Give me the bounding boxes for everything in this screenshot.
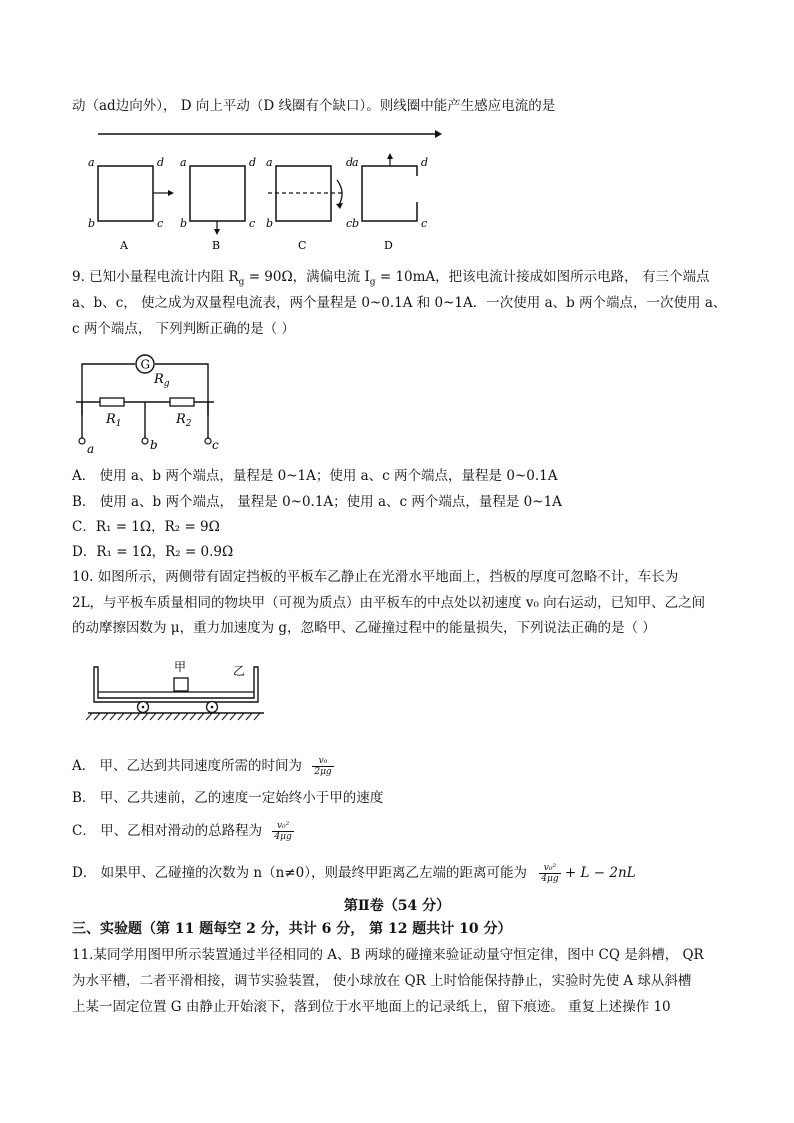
q10-cart-figure — [86, 656, 266, 722]
panel-label-c: C — [298, 239, 307, 252]
svg-text:d: d — [421, 156, 429, 169]
svg-text:a: a — [352, 156, 359, 169]
svg-text:b: b — [352, 217, 360, 230]
q8-intro: 动（ad边向外）， D 向上平动（D 线圈有个缺口）。则线圈中能产生感应电流的是 — [72, 98, 556, 114]
q9-line1: 9. 已知小量程电流计内阻 $R_g = 90\Omega$，满偏电流 $I_g = 10mA$，把该电流计接成如图所示电路， 有三个端点 — [72, 269, 710, 288]
q9-option-c: C．R₁ = 1Ω，R₂ = 9Ω — [72, 519, 220, 535]
q11-line1: 11.某同学用图甲所示装置通过半径相同的 A、B 两球的碰撞来验证动量守恒定律，图中 CQ 是斜槽， QR — [72, 947, 704, 963]
svg-text:c: c — [421, 217, 428, 230]
q11-line3: 上某一固定位置 G 由静止开始滚下，落到位于水平地面上的记录纸上，留下痕迹。 重复上述操作 10 — [72, 999, 671, 1015]
q10-option-c: C． 甲、乙相对滑动的总路程为 $\frac{\text{v₀²}}{4\mu g}$ — [72, 821, 292, 842]
svg-text:b: b — [180, 217, 188, 230]
panel-label-b: B — [212, 239, 221, 252]
svg-text:a: a — [180, 156, 187, 169]
resistor-r2 — [170, 398, 194, 406]
q9-line2: a、b、c， 使之成为双量程电流表，两个量程是 0~0.1A 和 0~1A．一次使用 a、b 两个端点，一次使用 a、 — [72, 295, 727, 311]
svg-text:G: G — [140, 357, 151, 372]
coil-a-corner-a: a — [88, 156, 95, 169]
q8-figure — [80, 126, 450, 254]
q10-option-b: B． 甲、乙共速前，乙的速度一定始终小于甲的速度 — [72, 790, 384, 806]
label-jia: 甲 — [174, 660, 187, 674]
q9-option-b: B． 使用 a、b 两个端点， 量程是 0~0.1A；使用 a、c 两个端点，量程是 0~1A — [72, 494, 562, 510]
panel-label-d: D — [384, 239, 393, 252]
fraction-a: $\frac{\text{v₀}}{2\mu g}$ — [314, 756, 332, 777]
q10-option-a: A． 甲、乙达到共同速度所需的时间为 $\frac{\text{v₀}}{2\mu g}$ — [72, 756, 332, 777]
fraction-d: $\frac{\text{v₀²}}{4\mu g}$ — [541, 863, 559, 884]
coil-a-corner-b: b — [88, 217, 96, 230]
resistor-r1 — [100, 398, 124, 406]
q9-option-d: D．R₁ = 1Ω，R₂ = 0.9Ω — [72, 544, 234, 560]
svg-text:d: d — [249, 156, 257, 169]
terminal-b: b — [150, 438, 158, 452]
svg-text:c: c — [249, 217, 256, 230]
q11-line2: 为水平槽，二者平滑相接，调节实验装置， 使小球放在 QR 上时恰能保持静止，实验时先使 A 球从斜槽 — [72, 973, 692, 989]
svg-text:a: a — [266, 156, 273, 169]
svg-text:b: b — [266, 217, 274, 230]
svg-text:c: c — [346, 217, 353, 230]
q10-line2: 2L，与平板车质量相同的物块甲（可视为质点）由平板车的中点处以初速度 v₀ 向右运动，已知甲、乙之间 — [72, 595, 706, 611]
q9-option-a: A． 使用 a、b 两个端点，量程是 0~1A；使用 a、c 两个端点，量程是 0~0.1A — [72, 468, 558, 484]
coil-d — [362, 166, 417, 221]
q10-option-d: D． 如果甲、乙碰撞的次数为 n（n≠0），则最终甲距离乙左端的距离可能为 $\frac{\text{v₀²}}{4\mu g}$ + L − 2nL — [72, 863, 636, 884]
q9-circuit — [72, 352, 232, 456]
svg-text:R1: $R_1$ — [106, 412, 122, 429]
svg-text:R2: $R_2$ — [176, 412, 192, 429]
coil-b — [190, 166, 245, 221]
coil-a-corner-d: d — [157, 156, 165, 169]
section-heading: 三、实验题（第 11 题每空 2 分，共计 6 分， 第 12 题共计 10 分） — [72, 921, 512, 937]
svg-text:Rg: $R_g$ — [154, 372, 170, 389]
coil-a — [98, 166, 153, 221]
fraction-c: $\frac{\text{v₀²}}{4\mu g}$ — [274, 821, 292, 842]
coil-a-corner-c: c — [157, 217, 164, 230]
block-jia — [174, 678, 188, 691]
q9-line3: c 两个端点， 下列判断正确的是（ ） — [72, 321, 295, 337]
svg-text:d: d — [346, 156, 354, 169]
terminal-c: c — [212, 438, 219, 452]
section-title: 第Ⅱ卷（54 分） — [343, 898, 451, 914]
panel-label-a: A — [120, 239, 128, 252]
label-yi: 乙 — [233, 664, 246, 678]
terminal-a: a — [87, 442, 95, 456]
q10-line1: 10. 如图所示，两侧带有固定挡板的平板车乙静止在光滑水平地面上，挡板的厚度可忽略不计，车长为 — [72, 569, 679, 585]
q10-line3: 的动摩擦因数为 μ，重力加速度为 g，忽略甲、乙碰撞过程中的能量损失，下列说法正确的是（ ） — [72, 620, 656, 636]
